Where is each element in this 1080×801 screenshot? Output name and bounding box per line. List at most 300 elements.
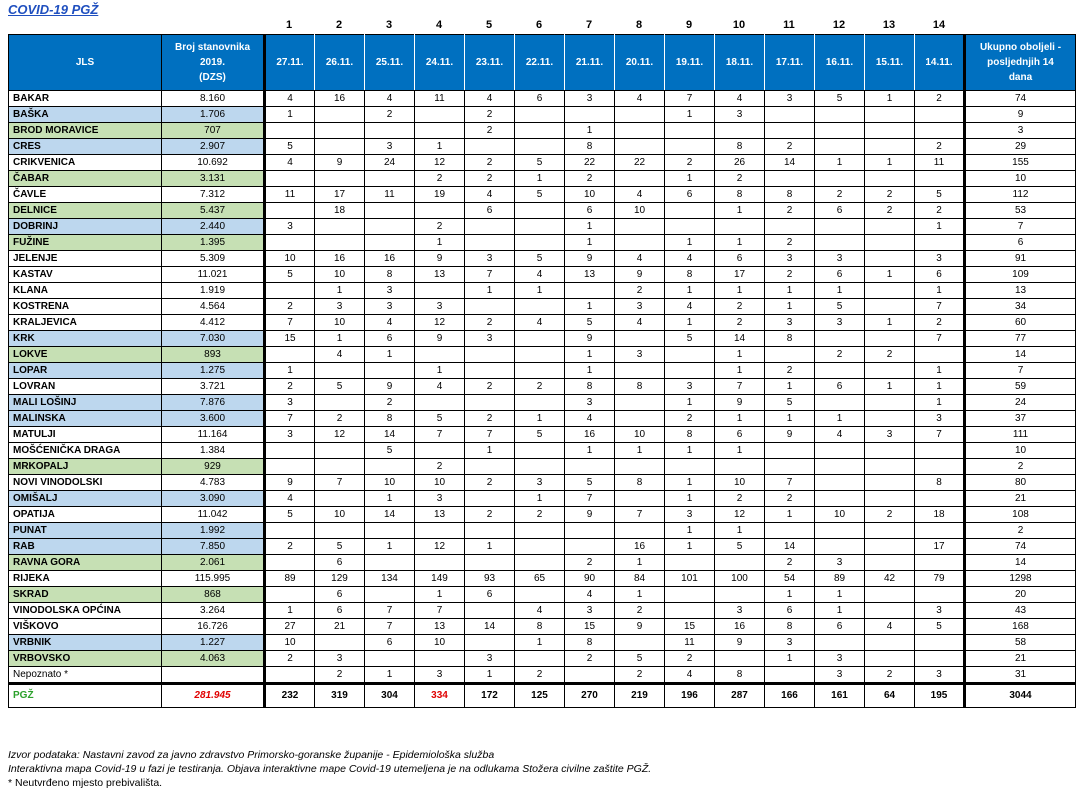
daily-cases-cell	[865, 411, 915, 427]
daily-cases-cell: 7	[415, 603, 465, 619]
daily-cases-cell	[415, 203, 465, 219]
daily-cases-cell	[865, 283, 915, 299]
daily-cases-cell: 17	[315, 187, 365, 203]
daily-cases-cell	[515, 459, 565, 475]
table-row	[9, 539, 1076, 555]
daily-cases-cell: 17	[715, 267, 765, 283]
population-cell: 3.600	[162, 411, 265, 427]
daily-cases-cell: 2	[265, 539, 315, 555]
daily-cases-cell: 1	[665, 283, 715, 299]
day-number: 9	[685, 19, 693, 31]
daily-total-cell: 287	[715, 684, 765, 708]
daily-cases-cell	[865, 395, 915, 411]
daily-cases-cell: 8	[615, 475, 665, 491]
municipality-name: VIŠKOVO	[9, 619, 162, 635]
daily-cases-cell: 8	[765, 187, 815, 203]
daily-cases-cell	[715, 219, 765, 235]
daily-cases-cell: 4	[565, 411, 615, 427]
daily-cases-cell: 2	[415, 459, 465, 475]
daily-cases-cell: 7	[615, 507, 665, 523]
daily-cases-cell: 8	[715, 139, 765, 155]
daily-cases-cell	[265, 123, 315, 139]
daily-cases-cell: 2	[465, 379, 515, 395]
daily-cases-cell: 2	[815, 187, 865, 203]
daily-cases-cell: 1	[415, 235, 465, 251]
municipality-name: DOBRINJ	[9, 219, 162, 235]
daily-cases-cell: 14	[465, 619, 515, 635]
day-number: 13	[882, 19, 896, 31]
daily-cases-cell: 21	[315, 619, 365, 635]
daily-cases-cell	[315, 219, 365, 235]
daily-cases-cell: 7	[265, 411, 315, 427]
daily-cases-cell: 1	[365, 667, 415, 684]
daily-cases-cell: 3	[615, 299, 665, 315]
daily-cases-cell: 3	[365, 283, 415, 299]
daily-cases-cell: 84	[615, 571, 665, 587]
daily-cases-cell: 5	[565, 475, 615, 491]
population-cell: 707	[162, 123, 265, 139]
table-row	[9, 347, 1076, 363]
daily-cases-cell	[315, 363, 365, 379]
daily-cases-cell	[815, 523, 865, 539]
daily-cases-cell	[515, 395, 565, 411]
daily-cases-cell: 22	[615, 155, 665, 171]
daily-cases-cell	[365, 363, 415, 379]
day-number: 7	[585, 19, 593, 31]
total-cases-cell: 59	[965, 379, 1076, 395]
date-header: 27.11.	[265, 35, 315, 91]
daily-cases-cell: 2	[765, 491, 815, 507]
footer-notes	[8, 748, 651, 790]
daily-cases-cell	[665, 603, 715, 619]
daily-cases-cell	[865, 171, 915, 187]
daily-cases-cell: 1	[265, 363, 315, 379]
daily-cases-cell	[615, 235, 665, 251]
municipality-name: CRES	[9, 139, 162, 155]
daily-cases-cell	[465, 299, 515, 315]
daily-cases-cell: 2	[915, 91, 965, 107]
grand-total-cell: 3044	[965, 684, 1076, 708]
daily-cases-cell: 8	[365, 411, 415, 427]
municipality-name: BAŠKA	[9, 107, 162, 123]
total-cases-cell: 7	[965, 363, 1076, 379]
population-cell: 3.721	[162, 379, 265, 395]
daily-cases-cell: 1	[515, 171, 565, 187]
table-row	[9, 651, 1076, 667]
daily-cases-cell: 10	[415, 475, 465, 491]
total-cases-cell: 10	[965, 171, 1076, 187]
daily-cases-cell: 3	[415, 667, 465, 684]
daily-cases-cell: 15	[665, 619, 715, 635]
population-header-line1: Broj stanovnika	[174, 42, 251, 53]
daily-cases-cell	[515, 219, 565, 235]
daily-cases-cell	[515, 651, 565, 667]
daily-cases-cell: 3	[715, 603, 765, 619]
page-title[interactable]: COVID-19 PGŽ	[8, 2, 99, 17]
daily-cases-cell: 134	[365, 571, 415, 587]
daily-cases-cell: 89	[265, 571, 315, 587]
daily-cases-cell: 1	[415, 587, 465, 603]
table-row	[9, 91, 1076, 107]
daily-cases-cell	[865, 523, 915, 539]
daily-cases-cell	[515, 235, 565, 251]
table-row	[9, 171, 1076, 187]
daily-cases-cell: 8	[365, 267, 415, 283]
daily-cases-cell	[915, 459, 965, 475]
total-cases-cell: 31	[965, 667, 1076, 684]
daily-cases-cell	[615, 219, 665, 235]
daily-cases-cell	[865, 139, 915, 155]
daily-cases-cell: 8	[615, 379, 665, 395]
daily-cases-cell: 7	[265, 315, 315, 331]
population-header-line2: 2019.	[199, 57, 226, 68]
daily-cases-cell: 1	[865, 315, 915, 331]
total-cases-cell: 14	[965, 555, 1076, 571]
table-row	[9, 379, 1076, 395]
daily-cases-cell: 3	[465, 651, 515, 667]
daily-cases-cell	[465, 555, 515, 571]
daily-cases-cell: 7	[465, 267, 515, 283]
daily-total-cell: 125	[515, 684, 565, 708]
daily-cases-cell	[915, 347, 965, 363]
daily-total-cell: 195	[915, 684, 965, 708]
total-cases-cell: 29	[965, 139, 1076, 155]
daily-cases-cell	[765, 107, 815, 123]
population-cell: 4.063	[162, 651, 265, 667]
municipality-name: DELNICE	[9, 203, 162, 219]
date-header: 21.11.	[565, 35, 615, 91]
daily-cases-cell: 16	[565, 427, 615, 443]
daily-cases-cell: 6	[665, 187, 715, 203]
daily-cases-cell	[365, 523, 415, 539]
daily-cases-cell	[515, 331, 565, 347]
daily-cases-cell	[865, 555, 915, 571]
daily-cases-cell: 1	[865, 267, 915, 283]
daily-cases-cell	[765, 459, 815, 475]
daily-cases-cell: 2	[865, 347, 915, 363]
population-cell: 5.309	[162, 251, 265, 267]
daily-cases-cell	[815, 395, 865, 411]
total-cases-cell: 10	[965, 443, 1076, 459]
daily-cases-cell: 2	[265, 299, 315, 315]
daily-cases-cell: 3	[715, 107, 765, 123]
daily-cases-cell	[315, 395, 365, 411]
daily-cases-cell: 3	[415, 299, 465, 315]
daily-cases-cell: 2	[465, 507, 515, 523]
daily-cases-cell	[415, 555, 465, 571]
daily-cases-cell	[665, 347, 715, 363]
daily-cases-cell	[765, 171, 815, 187]
municipality-name: KRK	[9, 331, 162, 347]
daily-cases-cell: 2	[865, 667, 915, 684]
daily-cases-cell: 18	[915, 507, 965, 523]
municipality-name: ČAVLE	[9, 187, 162, 203]
daily-cases-cell: 1	[665, 315, 715, 331]
daily-cases-cell	[515, 523, 565, 539]
date-header: 22.11.	[515, 35, 565, 91]
population-header-line3: (DZS)	[199, 72, 226, 83]
daily-cases-cell: 2	[765, 139, 815, 155]
daily-cases-cell: 3	[815, 315, 865, 331]
daily-cases-cell: 1	[615, 587, 665, 603]
daily-cases-cell	[315, 523, 365, 539]
daily-cases-cell	[565, 523, 615, 539]
daily-cases-cell: 1	[665, 475, 715, 491]
daily-cases-cell	[915, 107, 965, 123]
daily-cases-cell	[465, 219, 515, 235]
daily-cases-cell: 1	[515, 283, 565, 299]
daily-cases-cell: 6	[365, 635, 415, 651]
daily-cases-cell: 3	[465, 251, 515, 267]
totals-population: 281.945	[162, 684, 265, 708]
daily-cases-cell: 7	[315, 475, 365, 491]
daily-cases-cell: 5	[515, 251, 565, 267]
daily-cases-cell: 54	[765, 571, 815, 587]
daily-cases-cell: 1	[665, 539, 715, 555]
daily-cases-cell: 2	[765, 363, 815, 379]
daily-cases-cell: 8	[515, 619, 565, 635]
table-row	[9, 427, 1076, 443]
table-row	[9, 139, 1076, 155]
daily-cases-cell: 9	[715, 635, 765, 651]
daily-cases-cell: 8	[715, 667, 765, 684]
daily-cases-cell: 6	[815, 379, 865, 395]
total-header-line1: Ukupno oboljeli -	[979, 42, 1062, 53]
total-cases-cell: 74	[965, 91, 1076, 107]
daily-cases-cell: 4	[265, 491, 315, 507]
daily-cases-cell	[465, 363, 515, 379]
daily-cases-cell: 5	[515, 187, 565, 203]
daily-cases-cell: 13	[415, 507, 465, 523]
population-cell: 7.850	[162, 539, 265, 555]
daily-cases-cell	[865, 235, 915, 251]
total-cases-cell: 37	[965, 411, 1076, 427]
population-cell: 3.131	[162, 171, 265, 187]
municipality-name: BROD MORAVICE	[9, 123, 162, 139]
date-header: 16.11.	[815, 35, 865, 91]
daily-cases-cell: 1	[465, 443, 515, 459]
daily-cases-cell: 5	[615, 651, 665, 667]
table-row	[9, 603, 1076, 619]
daily-cases-cell: 2	[465, 475, 515, 491]
jls-header: JLS	[9, 35, 162, 91]
population-cell	[162, 667, 265, 684]
table-row	[9, 475, 1076, 491]
daily-cases-cell	[865, 251, 915, 267]
daily-cases-cell	[915, 235, 965, 251]
daily-cases-cell: 1	[565, 123, 615, 139]
daily-cases-cell	[865, 539, 915, 555]
daily-cases-cell: 5	[815, 299, 865, 315]
daily-total-cell: 161	[815, 684, 865, 708]
population-cell: 2.907	[162, 139, 265, 155]
daily-cases-cell	[865, 363, 915, 379]
daily-cases-cell: 18	[315, 203, 365, 219]
daily-cases-cell: 11	[365, 187, 415, 203]
daily-cases-cell: 4	[515, 267, 565, 283]
daily-cases-cell: 14	[365, 507, 415, 523]
daily-cases-cell	[515, 107, 565, 123]
date-header: 25.11.	[365, 35, 415, 91]
municipality-name: KRALJEVICA	[9, 315, 162, 331]
daily-total-cell: 232	[265, 684, 315, 708]
daily-cases-cell: 1	[565, 219, 615, 235]
daily-cases-cell: 4	[365, 91, 415, 107]
table-row	[9, 283, 1076, 299]
total-cases-cell: 2	[965, 459, 1076, 475]
daily-cases-cell: 3	[915, 603, 965, 619]
daily-cases-cell: 1	[565, 363, 615, 379]
daily-cases-cell	[315, 459, 365, 475]
daily-cases-cell	[415, 523, 465, 539]
daily-cases-cell: 1	[415, 363, 465, 379]
daily-cases-cell	[415, 283, 465, 299]
daily-cases-cell	[815, 491, 865, 507]
daily-cases-cell: 3	[565, 395, 615, 411]
daily-total-cell: 166	[765, 684, 815, 708]
daily-cases-cell: 10	[315, 507, 365, 523]
daily-cases-cell	[865, 603, 915, 619]
population-cell: 2.440	[162, 219, 265, 235]
daily-cases-cell	[915, 123, 965, 139]
population-cell: 10.692	[162, 155, 265, 171]
daily-cases-cell: 3	[315, 299, 365, 315]
population-cell: 1.919	[162, 283, 265, 299]
table-row	[9, 107, 1076, 123]
daily-cases-cell	[265, 667, 315, 684]
municipality-name: VRBOVSKO	[9, 651, 162, 667]
day-number: 5	[485, 19, 493, 31]
daily-cases-cell: 11	[665, 635, 715, 651]
daily-cases-cell: 1	[715, 235, 765, 251]
daily-cases-cell: 129	[315, 571, 365, 587]
daily-cases-cell	[565, 283, 615, 299]
daily-cases-cell: 1	[765, 379, 815, 395]
daily-cases-cell	[265, 443, 315, 459]
day-number: 8	[635, 19, 643, 31]
day-number: 12	[832, 19, 846, 31]
daily-cases-cell: 89	[815, 571, 865, 587]
daily-cases-cell: 4	[565, 587, 615, 603]
daily-cases-cell	[765, 443, 815, 459]
daily-cases-cell	[265, 555, 315, 571]
daily-cases-cell: 7	[365, 603, 415, 619]
total-cases-cell: 9	[965, 107, 1076, 123]
date-header: 24.11.	[415, 35, 465, 91]
daily-cases-cell: 3	[315, 651, 365, 667]
daily-cases-cell: 1	[815, 155, 865, 171]
daily-cases-cell	[415, 123, 465, 139]
municipality-name: JELENJE	[9, 251, 162, 267]
daily-cases-cell: 1	[915, 219, 965, 235]
population-cell: 1.706	[162, 107, 265, 123]
daily-cases-cell: 8	[565, 379, 615, 395]
daily-cases-cell: 10	[565, 187, 615, 203]
daily-cases-cell	[665, 459, 715, 475]
daily-cases-cell: 19	[415, 187, 465, 203]
population-cell: 1.992	[162, 523, 265, 539]
daily-cases-cell: 1	[615, 555, 665, 571]
daily-cases-cell: 6	[815, 267, 865, 283]
daily-cases-cell	[515, 347, 565, 363]
day-number: 11	[783, 19, 795, 31]
daily-cases-cell	[815, 331, 865, 347]
daily-cases-cell: 5	[265, 139, 315, 155]
daily-cases-cell	[915, 491, 965, 507]
daily-cases-cell: 2	[615, 603, 665, 619]
daily-cases-cell: 3	[265, 395, 315, 411]
daily-cases-cell: 10	[615, 203, 665, 219]
daily-cases-cell: 1	[915, 379, 965, 395]
daily-cases-cell: 6	[315, 603, 365, 619]
daily-cases-cell	[415, 395, 465, 411]
daily-cases-cell: 13	[565, 267, 615, 283]
daily-cases-cell	[815, 107, 865, 123]
municipality-name: OPATIJA	[9, 507, 162, 523]
population-cell: 868	[162, 587, 265, 603]
daily-cases-cell: 7	[915, 331, 965, 347]
daily-cases-cell: 1	[865, 91, 915, 107]
municipality-name: PUNAT	[9, 523, 162, 539]
daily-cases-cell	[865, 219, 915, 235]
municipality-name: Nepoznato *	[9, 667, 162, 684]
daily-cases-cell	[765, 667, 815, 684]
table-row	[9, 667, 1076, 684]
daily-cases-cell	[265, 235, 315, 251]
daily-cases-cell: 5	[315, 539, 365, 555]
daily-cases-cell: 1	[515, 491, 565, 507]
daily-cases-cell	[315, 491, 365, 507]
daily-cases-cell: 4	[465, 91, 515, 107]
daily-cases-cell: 3	[915, 411, 965, 427]
table-row	[9, 395, 1076, 411]
daily-cases-cell: 2	[715, 315, 765, 331]
daily-cases-cell: 2	[365, 395, 415, 411]
daily-cases-cell	[715, 459, 765, 475]
daily-cases-cell: 5	[765, 395, 815, 411]
daily-cases-cell: 42	[865, 571, 915, 587]
daily-cases-cell: 1	[565, 299, 615, 315]
daily-cases-cell	[515, 123, 565, 139]
daily-cases-cell	[665, 587, 715, 603]
daily-cases-cell: 2	[315, 411, 365, 427]
daily-cases-cell	[515, 363, 565, 379]
daily-cases-cell: 2	[465, 155, 515, 171]
daily-cases-cell: 14	[765, 539, 815, 555]
table-row	[9, 267, 1076, 283]
daily-cases-cell: 1	[915, 283, 965, 299]
total-cases-cell: 168	[965, 619, 1076, 635]
daily-cases-cell: 6	[565, 203, 615, 219]
daily-cases-cell	[365, 587, 415, 603]
daily-cases-cell: 27	[265, 619, 315, 635]
daily-cases-cell: 24	[365, 155, 415, 171]
daily-cases-cell: 1	[365, 491, 415, 507]
total-cases-cell: 53	[965, 203, 1076, 219]
daily-cases-cell: 2	[465, 315, 515, 331]
total-header-line3: dana	[1008, 72, 1033, 83]
daily-cases-cell: 2	[315, 667, 365, 684]
daily-cases-cell: 1	[665, 395, 715, 411]
daily-cases-cell: 8	[765, 331, 815, 347]
daily-cases-cell: 14	[765, 155, 815, 171]
daily-cases-cell	[315, 635, 365, 651]
daily-cases-cell: 4	[615, 315, 665, 331]
daily-cases-cell: 12	[715, 507, 765, 523]
daily-cases-cell: 3	[765, 315, 815, 331]
daily-cases-cell	[865, 651, 915, 667]
daily-cases-cell: 2	[515, 507, 565, 523]
